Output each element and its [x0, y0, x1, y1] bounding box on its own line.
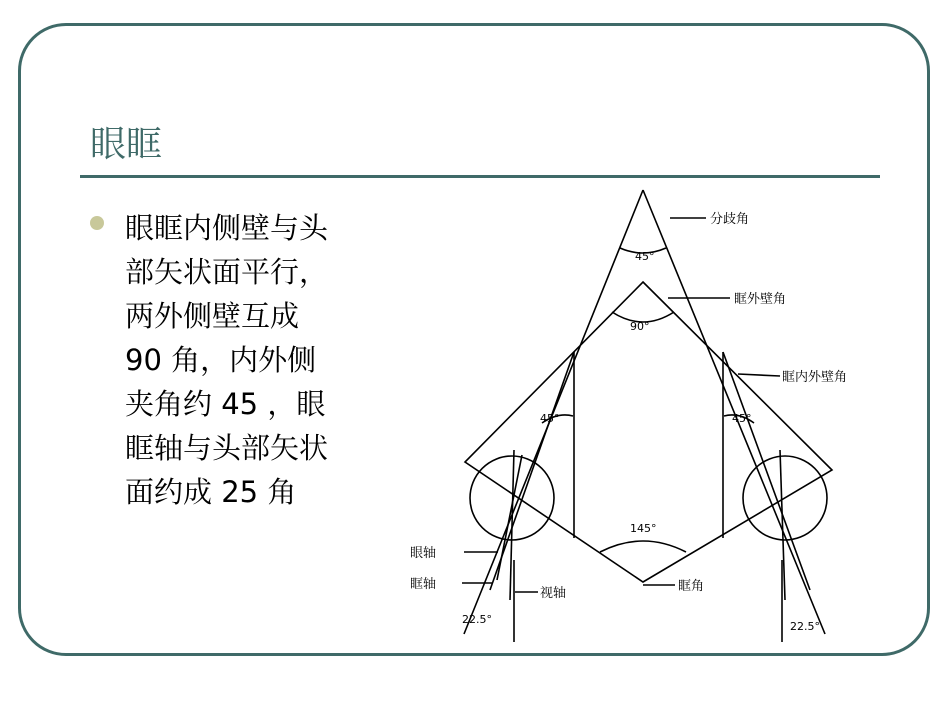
title-divider — [80, 175, 880, 178]
right-inner-outer-angle-value: 45° — [732, 412, 752, 425]
outer-wall-angle-label: 眶外壁角 — [734, 292, 787, 307]
orbit-axis-label: 眶轴 — [410, 577, 437, 592]
bottom-angle-value: 145° — [630, 522, 657, 535]
left-axis-angle-value: 22.5° — [462, 613, 492, 626]
bullet-text: 眼眶内侧壁与头 部矢状面平行， 两外侧壁互成 90 角，内外侧 夹角约 45 ，眼 眶轴与头部矢状 面约成 25 角 — [125, 211, 329, 509]
inner-outer-wall-angle-label: 眶内外壁角 — [782, 370, 848, 385]
bullet-dot-icon — [90, 216, 104, 230]
outer-angle-value: 90° — [630, 320, 650, 333]
orbit-angle-label: 眶角 — [678, 579, 705, 594]
fork-angle-label: 分歧角 — [710, 212, 750, 227]
fork-angle-value: 45° — [635, 250, 655, 263]
right-eye-axis — [723, 352, 810, 590]
slide-title: 眼眶 — [90, 124, 163, 165]
visual-axis-label: 视轴 — [540, 586, 567, 601]
left-inner-outer-angle-value: 45° — [540, 412, 560, 425]
bottom-arc — [600, 541, 686, 552]
right-axis-angle-value: 22.5° — [790, 620, 820, 633]
orbit-angle-diagram — [380, 180, 880, 650]
eye-axis-label: 眼轴 — [410, 546, 437, 561]
left-axis-extra — [497, 455, 522, 580]
